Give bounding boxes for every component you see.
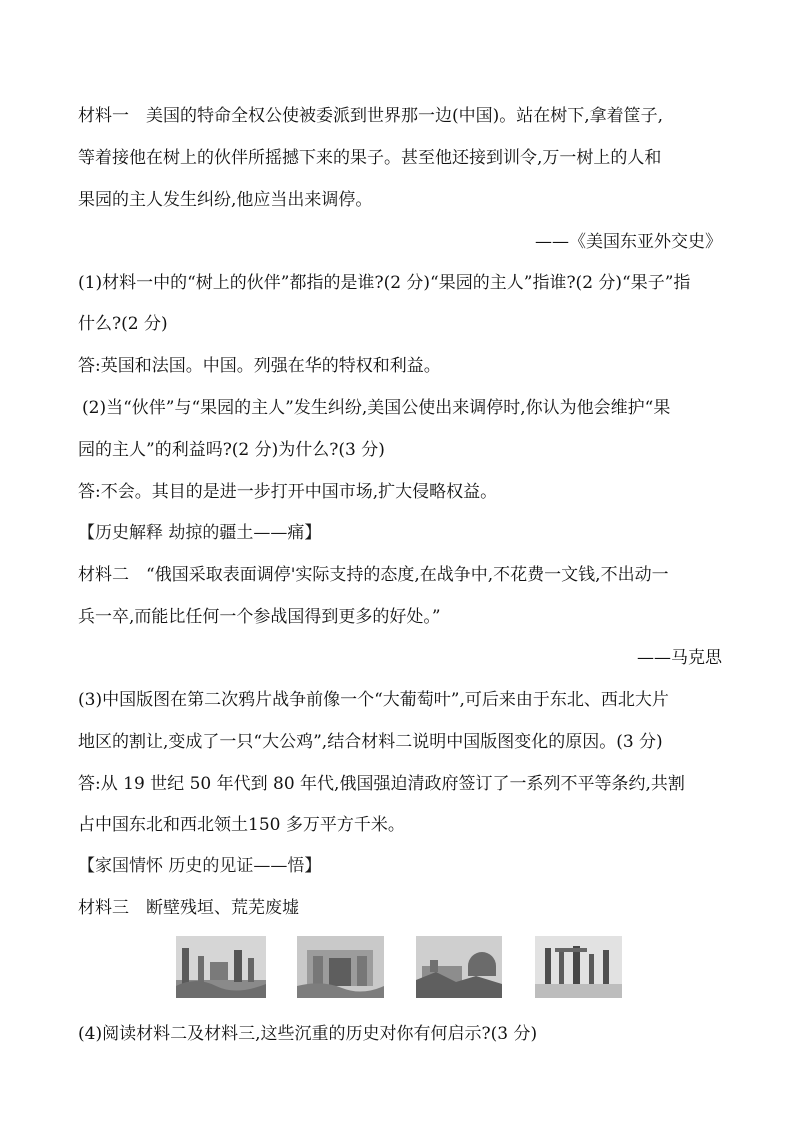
question-1-line-2: 什么?(2 分) [78, 314, 168, 334]
question-3-line-2: 地区的割让,变成了一只“大公鸡”,结合材料二说明中国版图变化的原因。(3 分) [78, 732, 663, 752]
material-one-line-1: 材料一 美国的特命全权公使被委派到世界那一边(中国)。站在树下,拿着筐子, [78, 106, 664, 126]
question-2-line-2: 园的主人”的利益吗?(2 分)为什么?(3 分) [78, 440, 385, 460]
answer-2: 答:不会。其目的是进一步打开中国市场,扩大侵略权益。 [78, 482, 498, 502]
ruins-photo-2 [297, 936, 384, 998]
question-1-line-1: (1)材料一中的“树上的伙伴”都指的是谁?(2 分)“果园的主人”指谁?(2 分)“果子”指 [78, 273, 691, 293]
ruins-photo-3 [416, 936, 502, 998]
ruins-photo-strip [0, 936, 794, 998]
answer-1: 答:英国和法国。中国。列强在华的特权和利益。 [78, 356, 441, 376]
question-2-line-1: (2)当“伙伴”与“果园的主人”发生纠纷,美国公使出来调停时,你认为他会维护“果 [82, 398, 671, 418]
section-heading-history: 【历史解释 劫掠的疆土——痛】 [78, 523, 322, 543]
ruins-photo-1 [176, 936, 266, 998]
material-two-line-1: 材料二 “俄国采取表面调停'实际支持的态度,在战争中,不花费一文钱,不出动一 [78, 565, 669, 585]
answer-3-line-1: 答:从 19 世纪 50 年代到 80 年代,俄国强迫清政府签订了一系列不平等条约,共割 [78, 774, 685, 794]
section-heading-patriotism: 【家国情怀 历史的见证——悟】 [78, 856, 322, 876]
question-4: (4)阅读材料二及材料三,这些沉重的历史对你有何启示?(3 分) [78, 1024, 538, 1044]
material-one-line-2: 等着接他在树上的伙伴所摇撼下来的果子。甚至他还接到训令,万一树上的人和 [78, 148, 662, 168]
ruins-photo-4 [535, 936, 622, 998]
material-one-source: ——《美国东亚外交史》 [535, 232, 722, 252]
material-two-source: ——马克思 [637, 648, 722, 668]
material-three-title: 材料三 断壁残垣、荒芜废墟 [78, 898, 299, 918]
question-3-line-1: (3)中国版图在第二次鸦片战争前像一个“大葡萄叶”,可后来由于东北、西北大片 [78, 690, 669, 710]
material-one-line-3: 果园的主人发生纠纷,他应当出来调停。 [78, 190, 373, 210]
material-two-line-2: 兵一卒,而能比任何一个参战国得到更多的好处。” [78, 607, 441, 627]
answer-3-line-2: 占中国东北和西北领土150 多万平方千米。 [78, 815, 405, 835]
